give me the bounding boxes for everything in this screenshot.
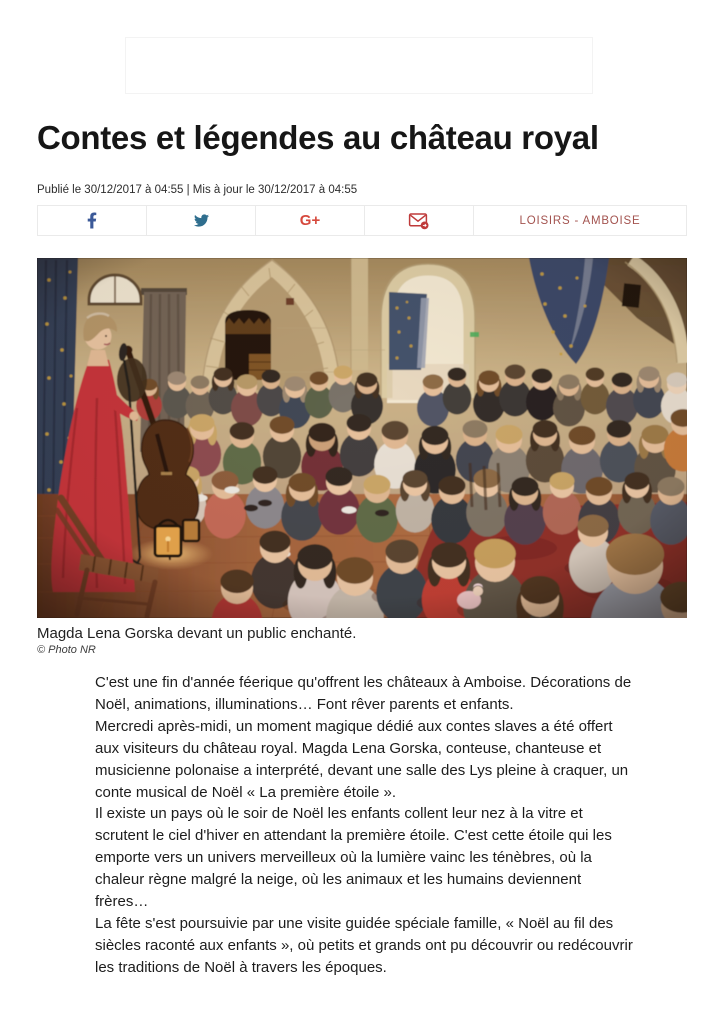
twitter-bird-icon [193, 213, 210, 228]
facebook-f-icon [87, 212, 97, 229]
photo-credit: © Photo NR [37, 644, 96, 656]
category-label: LOISIRS - AMBOISE [519, 214, 641, 227]
google-plus-icon: G+ [299, 212, 321, 229]
photo-caption: Magda Lena Gorska devant un public enchanté. [37, 625, 357, 642]
photo-illustration [37, 258, 687, 618]
article-paragraph: La fête s'est poursuivie par une visite guidée spéciale famille, « Noël au fil des siècles raconté aux enfants », où petits et grands ont pu découvrir ou redécouvrir les traditions de Noël à travers les époques. [95, 914, 633, 976]
article-paragraph: Il existe un pays où le soir de Noël les enfants collent leur nez à la vitre et scrutent le ciel d'hiver en attendant la première étoile. C'est cette étoile qui les emporte vers un univers merveilleux où la lumière vainc les ténèbres, où la chaleur règne malgré la neige, où les animaux et les humains deviennent frères… [95, 805, 612, 911]
category-link[interactable] [474, 206, 686, 235]
article-body [95, 672, 635, 979]
publish-date: Publié le 30/12/2017 à 04:55 | Mis à jour le 30/12/2017 à 04:55 [37, 184, 358, 196]
googleplus-share-button[interactable] [256, 206, 365, 235]
envelope-icon [408, 212, 430, 230]
article-paragraph: Mercredi après-midi, un moment magique dédié aux contes slaves a été offert aux visiteurs du château royal. Magda Lena Gorska, conteuse, chanteuse et musicienne polonaise a interprété, devant une salle des Lys pleine à craquer, un conte musical de Noël « La première étoile ». [95, 717, 629, 801]
facebook-share-button[interactable] [38, 206, 147, 235]
article-photo [37, 258, 687, 656]
twitter-share-button[interactable] [147, 206, 256, 235]
article-title: Contes et légendes au château royal [37, 119, 599, 156]
share-bar [37, 205, 687, 236]
ad-placeholder-top [125, 37, 593, 94]
email-share-button[interactable] [365, 206, 474, 235]
article-paragraph: C'est une fin d'année féerique qu'offrent les châteaux à Amboise. Décorations de Noël, animations, illuminations… Font rêver parents et enfants. [95, 674, 632, 713]
